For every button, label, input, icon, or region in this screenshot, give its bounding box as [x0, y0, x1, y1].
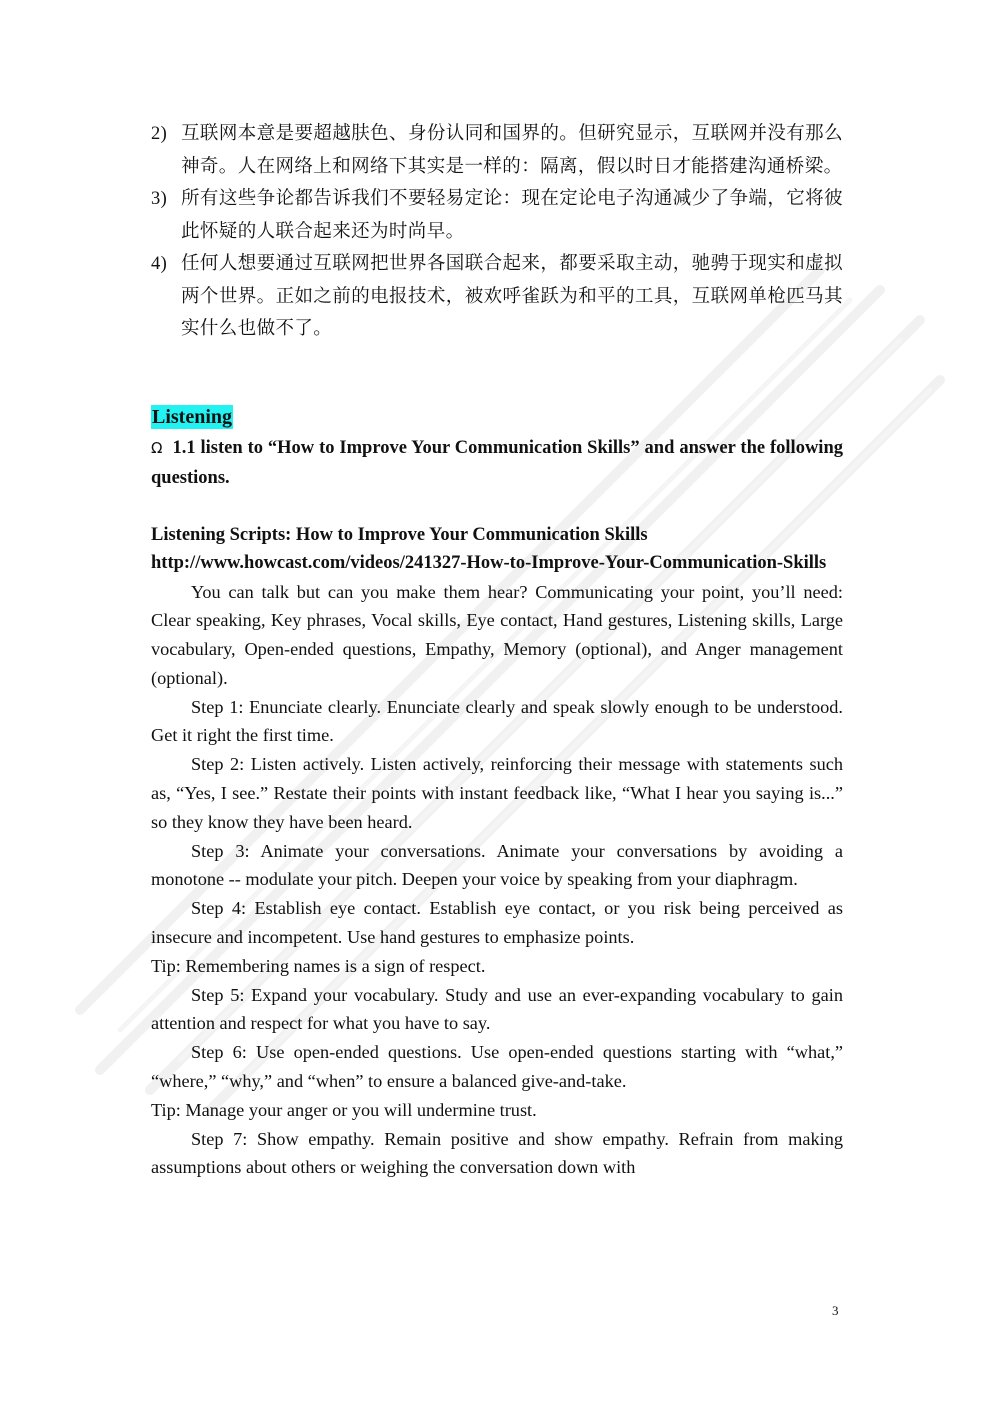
omega-audio-icon: Ω [151, 438, 163, 457]
script-tip: Tip: Remembering names is a sign of respect. [151, 955, 486, 976]
list-item-text: 任何人想要通过互联网把世界各国联合起来，都要采取主动，驰骋于现实和虚拟两个世界。正如之前的电报技术，被欢呼雀跃为和平的工具，互联网单枪匹马其实什么也做不了。 [181, 254, 843, 339]
list-item [151, 118, 843, 183]
script-paragraph-step-4: Step 4: Establish eye contact. Establish eye contact, or you risk being perceived as insecure and incompetent. Use hand gestures to emphasize points. [151, 898, 843, 948]
script-body [151, 578, 843, 1183]
list-item [151, 248, 843, 346]
list-item-text: 所有这些争论都告诉我们不要轻易定论：现在定论电子沟通减少了争端，它将彼此怀疑的人联合起来还为时尚早。 [181, 189, 843, 242]
script-paragraph-step-6: Step 6: Use open-ended questions. Use open-ended questions starting with “what,” “where,” “why,” and “when” to ensure a balanced give-and-take. [151, 1042, 843, 1092]
list-item-text: 互联网本意是要超越肤色、身份认同和国界的。但研究显示，互联网并没有那么神奇。人在网络上和网络下其实是一样的：隔离，假以时日才能搭建沟通桥梁。 [181, 124, 843, 177]
script-tip: Tip: Manage your anger or you will undermine trust. [151, 1099, 537, 1120]
script-paragraph: You can talk but can you make them hear? Communicating your point, you’ll need: Clear speaking, Key phrases, Vocal skills, Eye contact, Hand gestures, Listening skills, Large vocabulary, Open-ended questions, Empathy, Memory (optional), and Anger management (optional). [151, 581, 843, 688]
chinese-numbered-list [151, 118, 843, 346]
script-url: http://www.howcast.com/videos/241327-How-to-Improve-Your-Communication-Skills [151, 553, 827, 573]
script-paragraph-step-5: Step 5: Expand your vocabulary. Study and use an ever-expanding vocabulary to gain attention and respect for what you have to say. [151, 984, 843, 1034]
list-item-number: 4) [151, 254, 168, 274]
script-paragraph-step-2: Step 2: Listen actively. Listen actively, reinforcing their message with statements such as, “Yes, I see.” Restate their points with instant feedback like, “What I hear you saying is...” so they know they have been heard. [151, 754, 843, 832]
list-item-number: 2) [151, 124, 168, 144]
page-number: 3 [832, 1303, 839, 1318]
script-paragraph-step-3: Step 3: Animate your conversations. Animate your conversations by avoiding a monotone -- modulate your pitch. Deepen your voice by speaking from your diaphragm. [151, 840, 843, 890]
listening-question [151, 433, 843, 493]
script-heading: Listening Scripts: How to Improve Your Communication Skills [151, 524, 648, 545]
question-text: 1.1 listen to “How to Improve Your Communication Skills” and answer the following questions. [151, 437, 843, 488]
document-page [151, 118, 843, 1182]
list-item-number: 3) [151, 189, 168, 209]
list-item [151, 183, 843, 248]
script-paragraph-step-7: Step 7: Show empathy. Remain positive and show empathy. Refrain from making assumptions about others or weighing the conversation down with [151, 1128, 843, 1178]
section-heading-listening: Listening [152, 405, 233, 428]
script-paragraph-step-1: Step 1: Enunciate clearly. Enunciate clearly and speak slowly enough to be understood. Get it right the first time. [151, 696, 843, 746]
